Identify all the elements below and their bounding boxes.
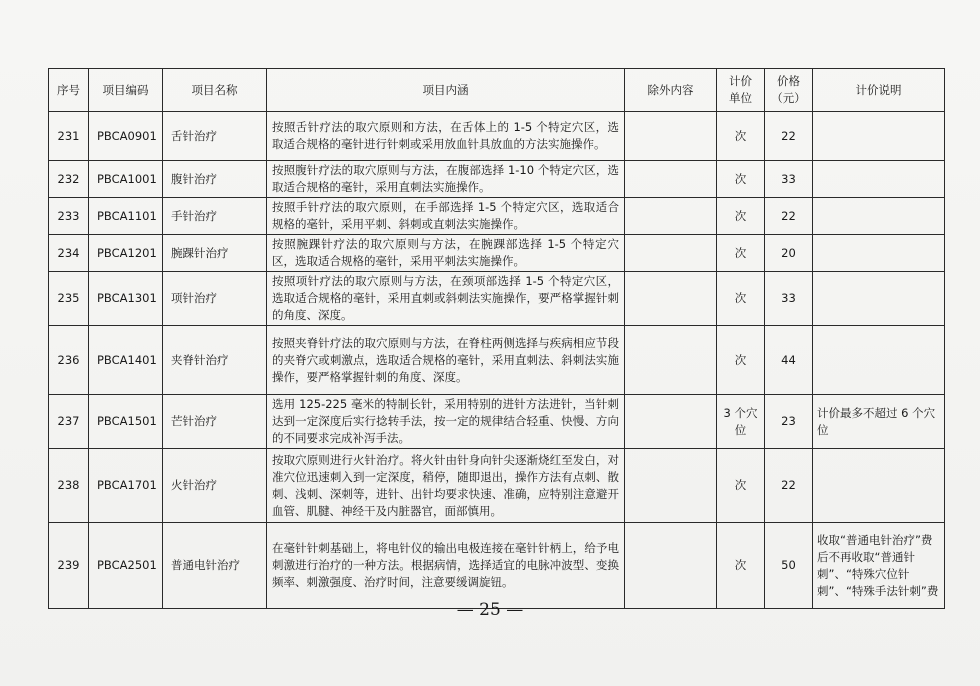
cell-note xyxy=(813,272,945,326)
cell-price: 33 xyxy=(765,272,813,326)
cell-code: PBCA1201 xyxy=(89,235,163,272)
table-body xyxy=(49,112,945,609)
cell-note xyxy=(813,326,945,395)
cell-price: 33 xyxy=(765,161,813,198)
cell-name: 舌针治疗 xyxy=(163,112,267,161)
cell-price: 20 xyxy=(765,235,813,272)
cell-unit: 次 xyxy=(717,112,765,161)
cell-content: 按照夹脊针疗法的取穴原则与方法，在脊柱两侧选择与疾病相应节段的夹脊穴或刺激点，选取适合规格的毫针，采用直刺法、斜刺法实施操作，要严格掌握针刺的角度、深度。 xyxy=(267,326,625,395)
table-row xyxy=(49,112,945,161)
cell-content: 按照腹针疗法的取穴原则与方法，在腹部选择 1-10 个特定穴区，选取适合规格的毫针，采用直刺法实施操作。 xyxy=(267,161,625,198)
cell-note xyxy=(813,161,945,198)
header-exclusion: 除外内容 xyxy=(625,69,717,112)
cell-code: PBCA2501 xyxy=(89,523,163,609)
header-note: 计价说明 xyxy=(813,69,945,112)
cell-unit: 3 个穴位 xyxy=(717,395,765,449)
cell-note: 收取“普通电针治疗”费后不再收取“普通针刺”、“特殊穴位针刺”、“特殊手法针刺”费 xyxy=(813,523,945,609)
cell-code: PBCA1701 xyxy=(89,449,163,523)
cell-content: 在毫针针刺基础上，将电针仪的输出电极连接在毫针针柄上，给予电刺激进行治疗的一种方法。根据病情，选择适宜的电脉冲波型、变换频率、刺激强度、治疗时间，注意要缓调旋钮。 xyxy=(267,523,625,609)
cell-content: 按照手针疗法的取穴原则，在手部选择 1-5 个特定穴区，选取适合规格的毫针，采用平刺、斜刺或直刺法实施操作。 xyxy=(267,198,625,235)
cell-name: 普通电针治疗 xyxy=(163,523,267,609)
header-code: 项目编码 xyxy=(89,69,163,112)
price-table xyxy=(48,68,945,609)
cell-price: 22 xyxy=(765,449,813,523)
cell-name: 腕踝针治疗 xyxy=(163,235,267,272)
cell-exclusion xyxy=(625,395,717,449)
cell-exclusion xyxy=(625,449,717,523)
header-unit: 计价单位 xyxy=(717,69,765,112)
cell-unit: 次 xyxy=(717,523,765,609)
cell-seq: 236 xyxy=(49,326,89,395)
cell-exclusion xyxy=(625,112,717,161)
cell-content: 按照腕踝针疗法的取穴原则与方法，在腕踝部选择 1-5 个特定穴区，选取适合规格的毫针，采用平刺法实施操作。 xyxy=(267,235,625,272)
cell-name: 夹脊针治疗 xyxy=(163,326,267,395)
cell-seq: 235 xyxy=(49,272,89,326)
page-number: — 25 — xyxy=(456,600,524,620)
cell-note xyxy=(813,449,945,523)
header-content: 项目内涵 xyxy=(267,69,625,112)
cell-exclusion xyxy=(625,272,717,326)
table-row xyxy=(49,523,945,609)
cell-code: PBCA1401 xyxy=(89,326,163,395)
cell-exclusion xyxy=(625,326,717,395)
cell-name: 芒针治疗 xyxy=(163,395,267,449)
table-row xyxy=(49,235,945,272)
cell-content: 按取穴原则进行火针治疗。将火针由针身向针尖逐渐烧红至发白，对准穴位迅速刺入到一定深度，稍停，随即退出，操作方法有点刺、散刺、浅刺、深刺等，进针、出针均要求快速、准确，应特别注意避开血管、肌腱、神经干及内脏器官，面部慎用。 xyxy=(267,449,625,523)
cell-unit: 次 xyxy=(717,449,765,523)
cell-seq: 232 xyxy=(49,161,89,198)
cell-unit: 次 xyxy=(717,272,765,326)
cell-exclusion xyxy=(625,198,717,235)
cell-code: PBCA0901 xyxy=(89,112,163,161)
cell-seq: 231 xyxy=(49,112,89,161)
cell-code: PBCA1001 xyxy=(89,161,163,198)
table-row xyxy=(49,161,945,198)
cell-name: 腹针治疗 xyxy=(163,161,267,198)
cell-exclusion xyxy=(625,523,717,609)
cell-price: 23 xyxy=(765,395,813,449)
cell-note xyxy=(813,198,945,235)
cell-seq: 239 xyxy=(49,523,89,609)
cell-name: 手针治疗 xyxy=(163,198,267,235)
cell-unit: 次 xyxy=(717,235,765,272)
cell-note xyxy=(813,235,945,272)
cell-unit: 次 xyxy=(717,326,765,395)
header-seq: 序号 xyxy=(49,69,89,112)
cell-name: 项针治疗 xyxy=(163,272,267,326)
table-row xyxy=(49,395,945,449)
cell-code: PBCA1301 xyxy=(89,272,163,326)
cell-price: 44 xyxy=(765,326,813,395)
cell-content: 按照舌针疗法的取穴原则和方法，在舌体上的 1-5 个特定穴区，选取适合规格的毫针进行针刺或采用放血针具放血的方法实施操作。 xyxy=(267,112,625,161)
table-row xyxy=(49,449,945,523)
cell-name: 火针治疗 xyxy=(163,449,267,523)
cell-seq: 233 xyxy=(49,198,89,235)
table-row xyxy=(49,326,945,395)
cell-unit: 次 xyxy=(717,198,765,235)
cell-content: 选用 125-225 毫米的特制长针，采用特别的进针方法进针，当针刺达到一定深度后实行捻转手法，按一定的规律结合轻重、快慢、方向的不同要求完成补泻手法。 xyxy=(267,395,625,449)
cell-exclusion xyxy=(625,235,717,272)
cell-unit: 次 xyxy=(717,161,765,198)
header-name: 项目名称 xyxy=(163,69,267,112)
table-header-row xyxy=(49,69,945,112)
cell-seq: 234 xyxy=(49,235,89,272)
cell-price: 22 xyxy=(765,112,813,161)
cell-note xyxy=(813,112,945,161)
cell-seq: 238 xyxy=(49,449,89,523)
cell-note: 计价最多不超过 6 个穴位 xyxy=(813,395,945,449)
cell-exclusion xyxy=(625,161,717,198)
table-row xyxy=(49,272,945,326)
cell-price: 22 xyxy=(765,198,813,235)
cell-code: PBCA1501 xyxy=(89,395,163,449)
cell-content: 按照项针疗法的取穴原则与方法，在颈项部选择 1-5 个特定穴区，选取适合规格的毫针，采用直刺或斜刺法实施操作，要严格掌握针刺的角度、深度。 xyxy=(267,272,625,326)
cell-price: 50 xyxy=(765,523,813,609)
cell-code: PBCA1101 xyxy=(89,198,163,235)
table-row xyxy=(49,198,945,235)
cell-seq: 237 xyxy=(49,395,89,449)
header-price: 价格（元） xyxy=(765,69,813,112)
